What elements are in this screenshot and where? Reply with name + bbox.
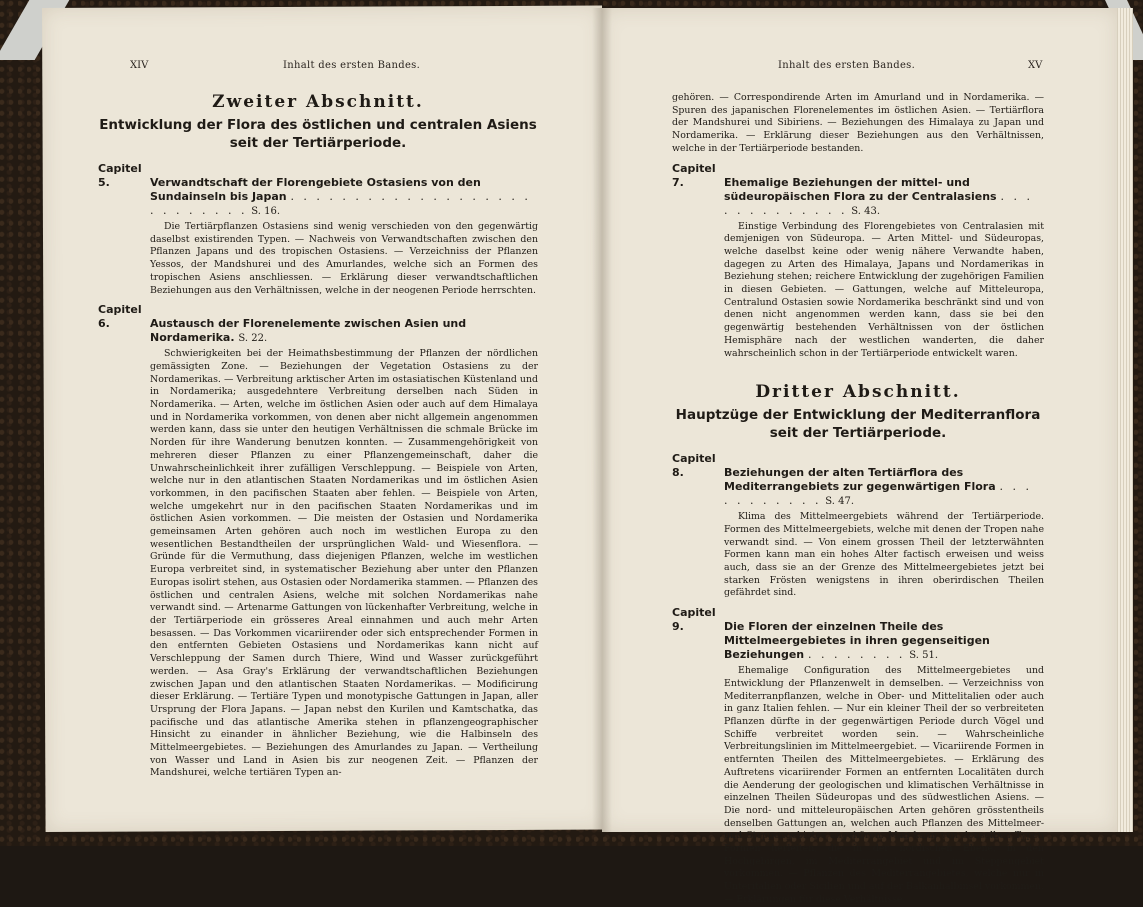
right-page-number: XV — [1028, 60, 1043, 71]
chapter-7-page-ref: S. 43. — [851, 205, 881, 217]
section-title-2: Entwicklung der Flora des östlichen und centralen Asiens seit der Tertiärperiode. — [99, 117, 537, 151]
chapter-8-label: Capitel 8. — [672, 452, 716, 480]
chapter-9-page-ref: S. 51. — [909, 650, 939, 662]
section-heading-2: Zweiter Abschnitt. — [212, 92, 424, 112]
left-page-number: XIV — [130, 60, 149, 71]
chapter-9-heading: Capitel 9. Die Floren der einzelnen Theile des Mittelmeergebietes in ihren gegenseitigen Beziehungen . . . . . . . . S. 51. — [672, 606, 990, 662]
chapter-5 — [98, 162, 538, 297]
section-title-3: Hauptzüge der Entwicklung der Mediterranflora seit der Tertiärperiode. — [675, 407, 1041, 442]
chapter-6-summary: Schwierigkeiten bei der Heimathsbestimmung der Pflanzen der nördlichen gemässigten Zone. — Beziehungen der Vegetation Ostasiens zu der Nordamerikas. — Verbreitung arktischer Arten im ostasiatischen Küstenland und in Nordamerika; ausgedehntere Verbreitung derselben nach Süden in Nordamerika. — Arten, welche im östlichen Asien oder auch auf dem Himalaya und in Nordamerika vorkommen, von denen aber nicht allgemein angenommen werden kann, dass sie unter den heutigen Verhältnissen die schmale Brücke im Norden für ihre Wanderung benutzen konnten. — Zusammengehörigkeit von mehreren dieser Pflanzen zu einer Pflanzengemeinschaft, daher die Unwahrscheinlichkeit ihrer zufälligen Verschleppung. — Beispiele von Arten, welche nur in den atlantischen Staaten Nordamerikas und im östlichen Asien vorkommen, in den pacifischen Staaten aber fehlen. — Beispiele von Arten, welche umgekehrt nur in den pacifischen Staaten Nordamerikas und im östlichen Asien vorkommen. — Die meisten der Ostasien und Nordamerika gemeinsamen Arten gehören auch noch im westlichen Europa zu den wesentlichen Bestandtheilen der ursprünglichen Wald- und Wiesenflora. — Gründe für die Vermuthung, dass diejenigen Pflanzen, welche im westlichen Europa verbreitet sind, in systematischer Beziehung aber unter den Pflanzen Europas isolirt stehen, aus Ostasien oder Nordamerika stammen. — Pflanzen des östlichen und centralen Asiens, welche mit solchen Nordamerikas nahe verwandt sind. — Artenarme Gattungen von lückenhafter Verbreitung, welche in der Tertiärperiode ein grösseres Areal einnahmen und auch mehr Arten besassen. — Das Vorkommen vicariirender oder sich entsprechender Formen in den entfernten Gebieten Ostasiens und Nordamerikas kann nicht auf Verschleppung der Samen durch Thiere, Wind und Wasser zurückgeführt werden. — Asa Gray's Erklärung der verwandtschaftlichen Beziehungen zwischen Japan und den atlantischen Staaten Nordamerikas. — Modificirung dieser Erklärung. — Tertiäre Typen und monotypische Gattungen in Japan, aller Ursprung der Flora Japans. — Japan nebst den Kurilen und Kamtschatka, das pacifische und das atlantische Amerika stehen in pflanzengeographischer Hinsicht zu einander in ähnlicher Beziehung, wie die Halbinseln des Mittelmeergebietes. — Beziehungen des Amurlandes zu Japan. — Vertheilung von Wasser und Land in Asien bis zur neogenen Zeit. — Pflanzen der Mandshurei, welche tertiären Typen an- — [150, 348, 538, 779]
left-page-content — [98, 92, 538, 780]
chapter-9-title: Die Floren der einzelnen Theile des Mittelmeergebietes in ihren gegenseitigen Beziehungen — [724, 620, 990, 662]
right-page-content — [672, 90, 1044, 907]
chapter-8-page-ref: S. 47. — [825, 496, 855, 508]
chapter-7-title: Ehemalige Beziehungen der mittel- und südeuropäischen Flora zu der Centralasiens — [724, 175, 997, 203]
chapter-5-summary: Die Tertiärpflanzen Ostasiens sind wenig verschieden von den gegenwärtig daselbst existirenden Typen. — Nachweis von Verwandtschaften zwischen den Pflanzen Japans und des tropischen Ostasiens. — Verzeichniss der Pflanzen Yessos, der Mandshurei und des Amurlandes, welche sich an Formen des tropischen Asiens anschliessen. — Erklärung dieser verwandtschaftlichen Beziehungen aus den Verhältnissen, welche in der neogenen Periode herrschten. — [150, 221, 538, 296]
chapter-9-label: Capitel 9. — [672, 606, 716, 634]
chapter-5-title: Verwandtschaft der Florengebiete Ostasiens von den Sundainseln bis Japan — [150, 176, 481, 203]
chapter-8 — [672, 452, 1044, 600]
right-running-head: Inhalt des ersten Bandes. — [778, 60, 916, 71]
chapter-7-heading: Capitel 7. Ehemalige Beziehungen der mittel- und südeuropäischen Flora zu der Centralasiens . . . . . . . . . . . . . S. 43. — [672, 161, 1033, 217]
chapter-9-summary: Ehemalige Configuration des Mittelmeergebietes und Entwicklung der Pflanzenwelt in demselben. — Verzeichniss von Mediterranpflanzen, welche in Ober- und Mittelitalien oder auch in ganz Italien fehlen. — Nur ein kleiner Theil der so verbreiteten Pflanzen dürfte in der gegenwärtigen Periode durch Vögel und Schiffe verbreitet worden sein. — Wahrscheinliche Verbreitungslinien im Mittelmeergebiet. — Vicariirende Formen in entfernten Theilen des Mittelmeergebietes. — Erklärung des Auftretens vicariirender Formen an entfernten Localitäten durch die Aenderung der geologischen und klimatischen Verhältnisse in einzelnen Theilen Südeuropas und des südwestlichen Asiens. — Die nord- und mitteleuropäischen Arten gehören grösstentheils denselben Gattungen an, welchen auch Pflanzen des Mittelmeer- und Steppengebietes angehören. Man kann von denselben Typen Formen herleiten, die in der nordischen Ebene, in den Hochgebirgen, im Mediterrangebiet und im Steppengebiet vorkommen. — Pflanzen des Mediterrangebietes, welche nur in Unteritalien oder Sicilien und auf der Balkanhalbinsel vorkommen. — Erklärungen für diese Verhältnisse. — [724, 665, 1044, 905]
chapter-6-page-ref: S. 22. — [238, 333, 268, 345]
chapter-5-page-ref: S. 16. — [251, 206, 281, 217]
chapter-8-title: Beziehungen der alten Tertiärflora des Mediterrangebiets zur gegenwärtigen Flora — [724, 466, 996, 494]
chapter-6-continuation: gehören. — Correspondirende Arten im Amurland und in Nordamerika. — Spuren des japanischen Florenelementes im östlichen Asien. — Tertiärflora der Mandshurei und Sibiriens. — Beziehungen des Himalaya zu Japan und Nordamerika. — Erklärung dieser Beziehungen aus den Verhältnissen, welche in der Tertiärperiode bestanden. — [672, 92, 1044, 154]
page-edges — [1117, 8, 1133, 832]
book-gutter — [592, 8, 612, 832]
chapter-6 — [98, 303, 538, 780]
left-running-head: Inhalt des ersten Bandes. — [283, 60, 421, 71]
chapter-6-title: Austausch der Florenelemente zwischen Asien und Nordamerika. — [150, 317, 467, 345]
chapter-7-label: Capitel 7. — [672, 161, 716, 189]
section-heading-3: Dritter Abschnitt. — [755, 382, 961, 403]
chapter-9 — [672, 606, 1044, 906]
chapter-7-summary: Einstige Verbindung des Florengebietes von Centralasien mit demjenigen von Südeuropa. — Arten Mittel- und Südeuropas, welche daselbst keine oder wenig nähere Verwandte haben, dagegen zu Arten des Himalaya, Japans und Nordamerikas in Beziehung stehen; reichere Entwicklung der zugehörigen Familien in diesen Gebieten. — Gattungen, welche auf Mitteleuropa, Centralund Ostasien sowie Nordamerika beschränkt sind und von denen nicht angenommen werden kann, dass sie bei den gegenwärtig bestehenden Verhältnissen von der östlichen Hemisphäre nach der westlichen wanderten, die daher wahrscheinlich schon in der Tertiärperiode entwickelt waren. — [724, 220, 1044, 359]
chapter-7 — [672, 162, 1044, 361]
chapter-6-label: Capitel 6. — [98, 303, 142, 331]
chapter-5-heading: Capitel 5. Verwandtschaft der Florengebiete Ostasiens von den Sundainseln bis Japan . . . . . . . . . . . . . . . . . . . . . . . . . . . S. 16. — [98, 162, 531, 217]
chapter-6-heading — [98, 303, 538, 346]
chapter-5-label: Capitel 5. — [98, 162, 142, 189]
chapter-8-heading: Capitel 8. Beziehungen der alten Tertiärflora des Mediterrangebiets zur gegenwärtigen Flora . . . . . . . . . . . S. 47. — [672, 452, 1032, 508]
chapter-8-summary: Klima des Mittelmeergebiets während der Tertiärperiode. Formen des Mittelmeergebiets, welche mit denen der Tropen nahe verwandt sind. — Von einem grossen Theil der letzterwähnten Formen kann man ein hohes Alter factisch erweisen und weiss auch, dass sie an der Grenze des Mittelmeergebietes jetzt bei starken Frösten wenigstens in ihren oberirdischen Theilen gefährdet sind. — [724, 511, 1044, 599]
